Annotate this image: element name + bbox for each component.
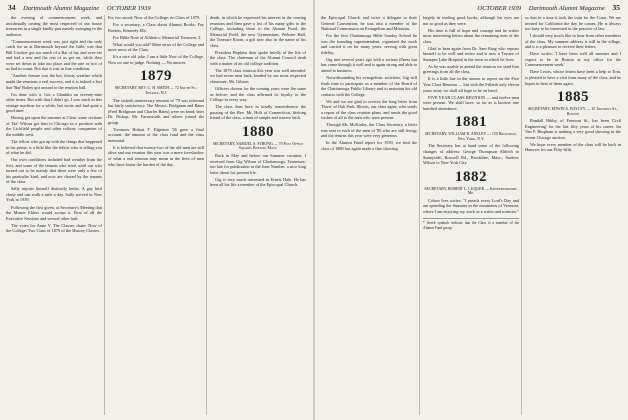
right-page bbox=[315, 0, 628, 420]
text-column-3 bbox=[525, 15, 621, 417]
paragraph: Colum Ives writes: "I preach every Lord's Day and am spending the Summer in the mountains of Vermont, where I am enjoying my work as a writer and minister." bbox=[423, 197, 519, 214]
paragraph: Gig met several years ago with a serious illness but has come through it well and is again strong and able to attend to business. bbox=[321, 56, 417, 73]
page-number: 34 bbox=[8, 3, 16, 12]
class-secretary-line: SECRETARY, REV. C. H. SMITH — 72 South St., Tenafly, N.J. bbox=[114, 86, 198, 95]
paragraph: It is believed that twenty-two of the old men are still alive and our reunion this year was a mere foreshadow of what a real reunion may mean in the lives of men who have borne the burden of the day. bbox=[108, 144, 204, 167]
paragraph: For Bible Note of Athletics: Memorial Treasurer, 2. bbox=[113, 34, 202, 40]
paragraph: Dave writes: 'I have been well all summer and I expect to be in Boston at my office for the Commencement week.' bbox=[525, 51, 621, 68]
paragraph: The sixtieth anniversary reunion of '79 was informal but fairly satisfactory. The Messrs. Bridgman and Bates (Fred Bridgman and Charles Bates) were on hand; later Dr. Bishop, Mr. Farnsworth and others joined the group. bbox=[108, 97, 204, 125]
class-year-heading: 1880 bbox=[242, 123, 274, 140]
class-secretary-line: SECRETARY, EDWIN A. BAYLEY — 10 Tremont St., Boston bbox=[528, 107, 618, 116]
paragraph: President Hopkins then spoke briefly of the life of the class. The chairman of the Alumni Council dealt with a matter of an old college tradition. bbox=[210, 49, 306, 66]
paragraph: Through Mr. McKinley, the Class Secretary, a letter was sent to each of the men of '80 who are still living; and the returns this year were very generous. bbox=[321, 122, 417, 139]
class-year-heading: 1881 bbox=[455, 114, 487, 131]
class-year-heading: 1879 bbox=[140, 68, 172, 85]
class-year-heading: 1882 bbox=[455, 168, 487, 185]
paragraph: so that in a time it took the train for the Coast. We are invited for California the day he comes. He is always too busy to be interested in the practice of law. bbox=[525, 15, 621, 32]
column-rule bbox=[521, 15, 522, 415]
class-secretary-line: SECRETARY, SAMUEL S. STRONG — 70 Post Office Square, Boston, Mass. bbox=[212, 141, 304, 151]
paragraph: Having got upon the summer at Clear, some sections of 'Ike' Wilson got him to Chicago in a position with the Lichfield people and other railway companies of the middle west. bbox=[6, 115, 102, 137]
paragraph: I should very much like to hear from other members of the class. My summer address is still in the village, and it is a pleasure to receive their letters. bbox=[525, 33, 621, 50]
paragraph: Officers chosen for the coming years were the same as before; and the class affirmed its loyalty to the College in every way. bbox=[210, 86, 306, 103]
text-column-2 bbox=[423, 15, 519, 417]
paragraph: It is a little late in the season to report on the Five Year Class Reunion — but with the Fiftieth only eleven years away we shall all hope to be on hand. bbox=[423, 76, 519, 93]
footnote: * Greek symbols indicate that the Class is a member of the Alumni Fund group. bbox=[423, 218, 519, 230]
paragraph: For the first Chattanooga Bible Sunday School he was the founding superintendent, organized the work and carried it on for many years, serving with great fidelity. bbox=[321, 33, 417, 55]
page-header-left bbox=[8, 3, 305, 13]
paragraph: It's a nice old joke. I am a little Now of the College. Now no one to judge. Nothing — No answer. bbox=[108, 54, 204, 65]
paragraph: We and we are glad to receive the long letter from 'Doris' of Oak Park, Illinois, our class agent, who sends a report of the class reunion plans, and sends the good wishes of all to the men who were present. bbox=[321, 98, 417, 121]
paragraph: Glad to hear again from Dr. Sam King who reports himself to be well and active and is now a Trustee of Sunapee Lake Hospital in the town in which he lives. bbox=[423, 45, 519, 62]
column-rule bbox=[206, 15, 207, 415]
paragraph: As he was unable to attend the reunion we send him greetings from all the class. bbox=[423, 63, 519, 75]
paragraph: the Episcopal Church and twice a delegate to their General Convention; he was also a member of the National Commission on Evangelism and Missions. bbox=[321, 15, 417, 32]
magazine-title: Dartmouth Alumni Magazine bbox=[528, 5, 605, 12]
paragraph: "Another feature was the hot, thirsty weather which made the reunions a real success, and it is indeed a fact that 'Bat' Bailey got around to the reunion ball. bbox=[6, 73, 102, 90]
paragraph: Gig is very much interested in Ernest Hale. He has been all his life a member of the Episcopal Church. bbox=[210, 176, 306, 188]
left-page bbox=[0, 0, 313, 420]
paragraph: The fellow who got up with the things that happened in his prime, is a little like the fellow who is telling you of what he did. bbox=[6, 138, 102, 156]
paragraph: "Commencement week was just right and the only catch for us at Dartmouth beyond the little, was that Bill Crooker got too much of a Bat of fat, and over-vie and had a row and the rest of us got on, while they were set down to take our place and the one or two of us had to count. Not that it was in fine condition. bbox=[6, 38, 102, 72]
paragraph: The 1879 class reunion this year was well attended: we had seven men back, headed by our most respected classmate, Mr. Gibson. bbox=[210, 67, 306, 85]
paragraph: Our own conditions included bad weather from the first, and some of the tenants who tried, until our wits turned out to be mainly that there were only a few of his particular kind, and now are chased by the tenants of the class. bbox=[6, 157, 102, 185]
class-secretary-line: SECRETARY, ROBERT L. LUQUER — Kennebunkport, Me. bbox=[424, 186, 518, 196]
paragraph: Dave Lewis, whose letters have been a help to Tom, is pleased to have a visit from many of the class, and he hopes to hear of them again. bbox=[525, 69, 621, 86]
paragraph: Randall Bibby, of Fremont St., has been 'Civil Engineering' for the last fifty years of his career. Ira Van P. Bingham is making a very good showing in the recent Chicago auction. bbox=[525, 118, 621, 140]
column-rule bbox=[419, 15, 420, 415]
text-column-1 bbox=[6, 15, 102, 417]
paragraph: Back in May and before our Summer vacation, I received from Gig Wilson of Chattanooga, Tennessee, too late for publication in the June Number, a nice long letter about his present life. bbox=[210, 153, 306, 175]
paragraph: We hope every member of the class will be back in Hanover for our Fifty-fifth. bbox=[525, 141, 621, 153]
text-column-1 bbox=[321, 15, 417, 417]
paragraph: In the Alumni Fund report for 1939, we find the class of 1880 has again made a fine showing. bbox=[321, 140, 417, 152]
paragraph: Notwithstanding his evangelistic activities, Gig still finds time to participate as a member of the Board of the Chattanooga Public Library and to maintain his old contacts with the College. bbox=[321, 74, 417, 97]
issue-date: OCTOBER 1939 bbox=[106, 5, 151, 12]
paragraph: The class then bore in kindly remembrance the passing of the Rev. Mr. Holt of Connecticut, lifelong friend of the class, a man of simple and sincere faith. bbox=[210, 104, 306, 121]
paragraph: Sally reports himself distinctly better. A gay bird chase and can walk a mile a day. Sally arrived in New York in 1939. bbox=[6, 186, 102, 203]
paragraph: Treasurer Hobart T. Elgerton '36 gave a final account: the amount of the class fund and the class memorial. bbox=[108, 126, 204, 143]
text-column-2 bbox=[108, 15, 204, 417]
issue-date: OCTOBER 1939 bbox=[477, 5, 522, 12]
paragraph: I'm done with it. Got a Glanklin on seventy-nine other times. But with that I didn't go. I was stuck in this vintage machine for a while; but wrote and had quite a good time. bbox=[6, 91, 102, 114]
class-secretary-line: SECRETARY, WILLIAM B. ANSLEY — 150 Broadway, New York, N.Y. bbox=[424, 132, 518, 141]
paragraph: The votes for Anne V. The Classes chain: Now of the College; Two Class of 1879 of the History Classes. bbox=[6, 222, 102, 234]
paragraph: FIVE YEAR CLASS REUNION — and twelve men were present. We shall have, so far as is known, one hundred attendance. bbox=[423, 94, 519, 111]
text-column-3 bbox=[210, 15, 306, 417]
paragraph: For two stood: Now of the College; no Class of 1879. bbox=[108, 15, 201, 20]
column-rule bbox=[104, 15, 105, 415]
magazine-title: Dartmouth Alumni Magazine bbox=[23, 5, 100, 12]
paragraph: His time is full of hope and courage and he writes most interesting letters about the remaining men of the class. bbox=[423, 27, 519, 44]
class-year-heading: 1885 bbox=[557, 89, 589, 106]
page-header-right bbox=[323, 3, 620, 13]
paragraph: death, in which he expressed his interest in the coming reunions and then gave a list of his many gifts to the College, including those to the Alumni Fund, the Memorial Field, the new Gymnasium, Webster Hall, the Treasure Room, a gift now also in the name of his class. bbox=[210, 15, 306, 48]
paragraph: The Secretary has at hand some of the following changes of address: George Thompson Aldrich to Sunnyside, Roswell Rd., Brookline, Mass.; Andrew Wilson to New York City. bbox=[423, 143, 519, 166]
paragraph: largely in reading good books, although his eyes are not so good as they were. bbox=[423, 15, 519, 26]
page-number: 35 bbox=[612, 3, 620, 12]
paragraph: For a secretary, a Class about Alumni Books: Pay Boeteis, Kennedy Elb. bbox=[108, 22, 204, 33]
paragraph: the evening of commencement week, and incidentally casting the most respected of our house treasurers in a single kindly part merely swinging in the audience. bbox=[6, 15, 102, 37]
paragraph: Following the first given, at Secretary's Meeting that the Muster Elders would accept it. First of all the Executive Sessions and several other lads. bbox=[6, 204, 102, 221]
paragraph: What would you add? More news of the College and more news of the Class. bbox=[108, 41, 204, 53]
